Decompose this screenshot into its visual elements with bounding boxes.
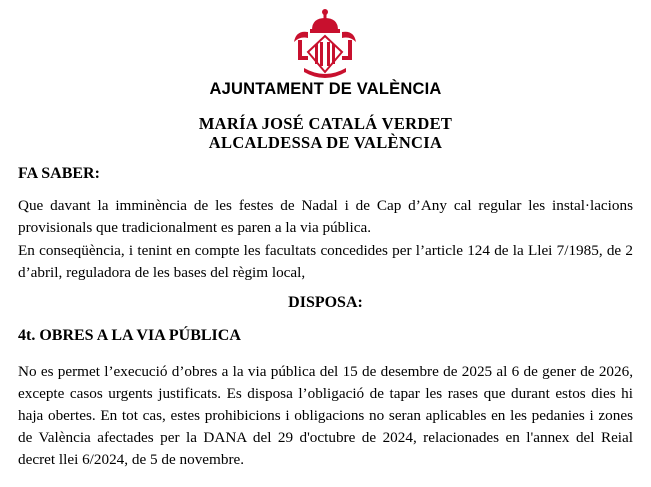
- official-title: ALCALDESSA DE VALÈNCIA: [208, 133, 443, 152]
- fa-saber-heading: FA SABER:: [18, 165, 100, 182]
- paragraph-preamble: Que davant la imminència de les festes de Nadal i de Cap d’Any cal regular les instal·lacions provisionals que tradicionalment es paren a la via pública.: [18, 197, 633, 236]
- organization-title: AJUNTAMENT DE VALÈNCIA: [209, 80, 442, 98]
- paragraph-works-regulation: No es permet l’execució d’obres a la via pública del 15 de desembre de 2025 al 6 de gener de 2026, excepte casos urgents justificats. Es disposa l’obligació de tapar les rases que durant estos dies hi haja obertes. En tot cas, estes prohibicions i obligacions no seran aplicables en les pedanies i zones de València afectades per la DANA del 29 d'octubre de 2024, relacionades en l'annex del Reial decret llei 6/2024, de 5 de novembre.: [18, 363, 633, 468]
- paragraph-legal-basis: En conseqüència, i tenint en compte les facultats concedides per l’article 124 de la Llei 7/1985, de 2 d’abril, reguladora de les bases del règim local,: [18, 242, 633, 281]
- official-name: MARÍA JOSÉ CATALÁ VERDET: [198, 114, 453, 133]
- valencia-coat-of-arms-icon: [290, 6, 360, 80]
- section-heading: 4t. OBRES A LA VIA PÚBLICA: [18, 327, 241, 344]
- disposa-heading: DISPOSA:: [288, 294, 363, 311]
